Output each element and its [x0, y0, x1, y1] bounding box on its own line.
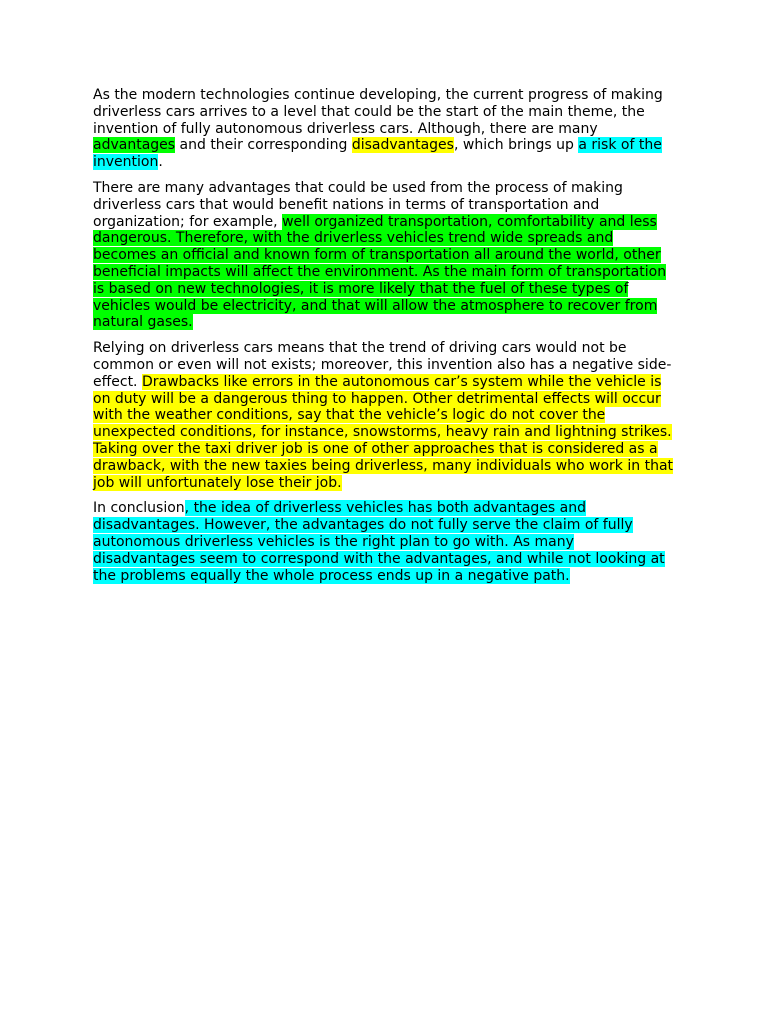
highlighted-text-advantages-detail: well organized transportation, comfortability and less dangerous. Therefore, with the driverless vehicles trend wide spreads and becomes an official and known form of transportation all around the world, other beneficial impacts will affect the environment. As the main form of transportation is based on new technologies, it is more likely that the fuel of these types of vehicles would be electricity, and that will allow the atmosphere to recover from natural gases. — [93, 213, 667, 331]
paragraph-intro — [93, 87, 677, 171]
highlighted-text-drawbacks-detail: Drawbacks like errors in the autonomous car’s system while the vehicle is on duty will be a dangerous thing to happen. Other detrimental effects will occur with the weather conditions, say that the vehicle’s logic do not cover the unexpected conditions, for instance, snowstorms, heavy rain and lightning strikes. Taking over the taxi driver job is one of other approaches that is considered as a drawback, with the new taxies being driverless, many individuals who work in that job will unfortunately lose their job. — [93, 373, 674, 491]
text-run: and their corresponding — [175, 137, 352, 154]
text-run: There are many advantages that could be used from the process of making driverless cars that would benefit nations in terms of transportation and organization; for example, — [93, 179, 623, 230]
text-run: . — [158, 154, 163, 171]
text-run: As the modern technologies continue developing, the current progress of making driverless cars arrives to a level that could be the start of the main theme, the invention of fully autonomous driverless cars. Although, there are many — [93, 87, 663, 137]
paragraph-disadvantages — [93, 340, 677, 491]
document-page — [93, 87, 677, 593]
text-run: , which brings up — [453, 137, 579, 154]
highlighted-text-risk: a risk of the invention — [93, 137, 662, 171]
highlighted-text-disadvantages: disadvantages — [351, 137, 454, 154]
highlighted-text-conclusion: , the idea of driverless vehicles has both advantages and disadvantages. However, the advantages do not fully serve the claim of fully autonomous driverless vehicles is the right plan to go with. As many disadvantages seem to correspond with the advantages, and while not looking at the problems equally the whole process ends up in a negative path. — [93, 500, 665, 584]
highlighted-text-advantages: advantages — [93, 137, 176, 154]
text-run: Relying on driverless cars means that the trend of driving cars would not be common or even will not exists; moreover, this invention also has a negative side-effect. — [93, 340, 672, 390]
paragraph-advantages — [93, 180, 677, 331]
text-run: In conclusion — [93, 500, 185, 517]
paragraph-conclusion — [93, 500, 677, 584]
